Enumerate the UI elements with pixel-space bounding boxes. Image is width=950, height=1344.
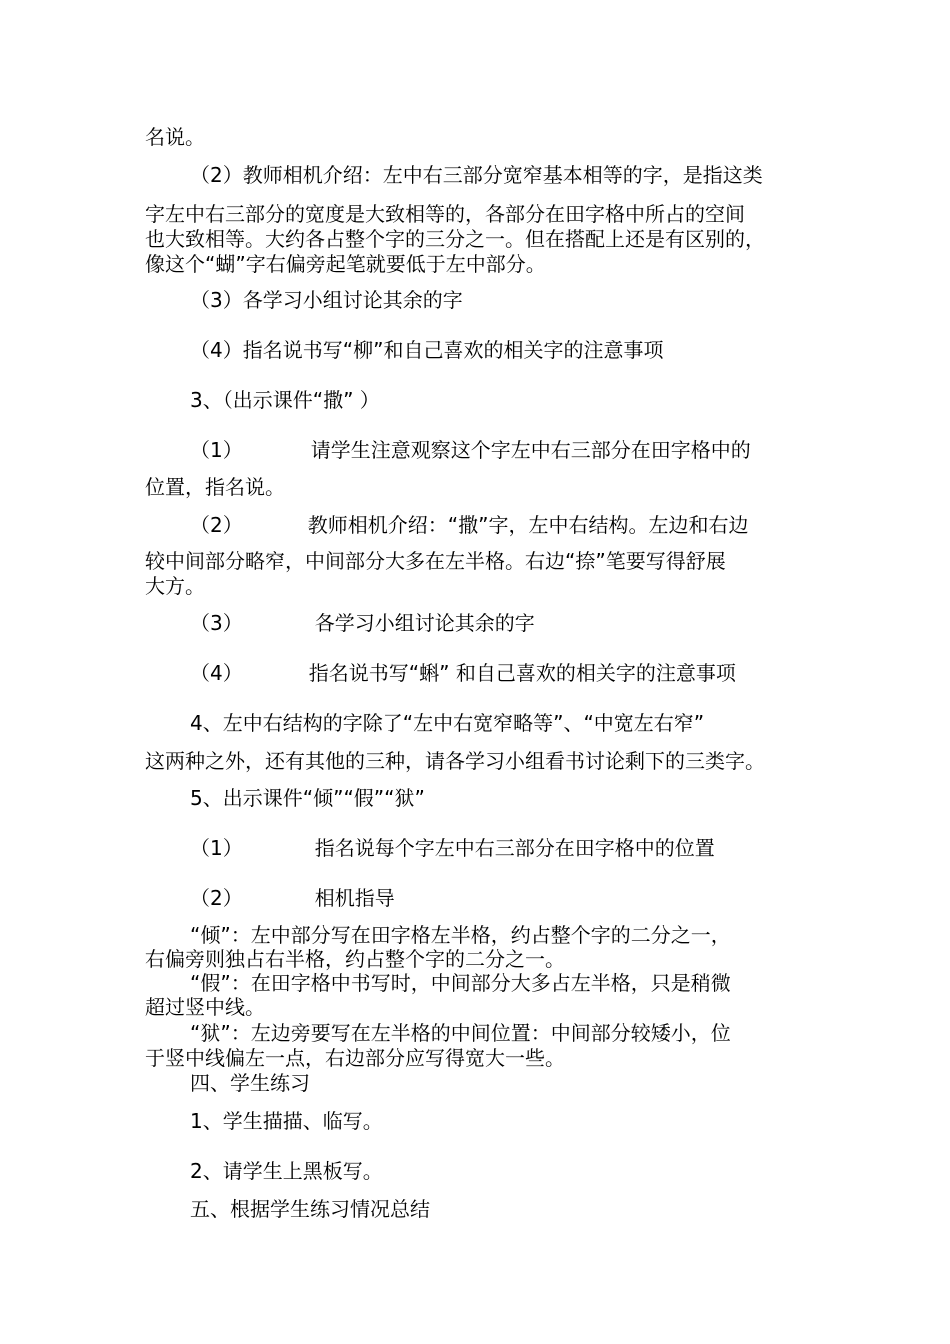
item-number: （1）	[190, 836, 243, 860]
text-line: 3、（出示课件“撒” ）	[190, 388, 380, 412]
text-line: 右偏旁则独占右半格，约占整个字的二分之一。	[145, 947, 565, 971]
text-line	[190, 610, 535, 636]
text-line: 4、左中右结构的字除了“左中右宽窄略等”、“中宽左右窄”	[190, 711, 705, 735]
text-line	[190, 437, 751, 463]
text-line	[190, 660, 736, 686]
text-line: 名说。	[145, 125, 205, 149]
item-text: 各学习小组讨论其余的字	[314, 611, 535, 635]
item-number: （2）	[190, 886, 243, 910]
text-line	[190, 885, 395, 911]
item-number: （3）	[190, 611, 243, 635]
text-line: （4）指名说书写“柳”和自己喜欢的相关字的注意事项	[190, 338, 664, 362]
text-line: 较中间部分略窄，中间部分大多在左半格。右边“捺”笔要写得舒展	[145, 549, 726, 573]
item-text: 指名说每个字左中右三部分在田字格中的位置	[314, 836, 715, 860]
text-line: 于竖中线偏左一点，右边部分应写得宽大一些。	[145, 1046, 565, 1070]
text-line: 超过竖中线。	[145, 995, 265, 1019]
item-number: （4）	[190, 661, 243, 685]
section-heading: 五、根据学生练习情况总结	[190, 1197, 430, 1221]
text-line: 2、请学生上黑板写。	[190, 1159, 383, 1183]
item-text: 请学生注意观察这个字左中右三部分在田字格中的	[310, 438, 751, 462]
text-line: 1、学生描描、临写。	[190, 1109, 383, 1133]
text-line: （2）教师相机介绍：左中右三部分宽窄基本相等的字，是指这类	[190, 163, 763, 187]
text-line: 这两种之外，还有其他的三种，请各学习小组看书讨论剩下的三类字。	[145, 749, 765, 773]
item-number: （2）	[190, 513, 243, 537]
text-line: “倾”：左中部分写在田字格左半格，约占整个字的二分之一，	[190, 923, 731, 947]
text-line: 5、出示课件“倾”“假”“狱”	[190, 786, 425, 810]
item-text: 指名说书写“蝌” 和自己喜欢的相关字的注意事项	[308, 661, 736, 685]
text-line: “狱”：左边旁要写在左半格的中间位置：中间部分较矮小，位	[190, 1021, 731, 1045]
section-heading: 四、学生练习	[190, 1071, 310, 1095]
item-text: 相机指导	[314, 886, 395, 910]
text-line: 也大致相等。大约各占整个字的三分之一。但在搭配上还是有区别的，	[145, 227, 765, 251]
text-line: （3）各学习小组讨论其余的字	[190, 288, 463, 312]
text-line: 位置，指名说。	[145, 475, 285, 499]
item-text: 教师相机介绍：“撒”字，左中右结构。左边和右边	[307, 513, 749, 537]
text-line: 字左中右三部分的宽度是大致相等的，各部分在田字格中所占的空间	[145, 202, 745, 226]
text-line: “假”：在田字格中书写时，中间部分大多占左半格，只是稍微	[190, 971, 731, 995]
text-line	[190, 835, 715, 861]
text-line	[190, 512, 748, 538]
text-line: 大方。	[145, 574, 205, 598]
item-number: （1）	[190, 438, 243, 462]
text-line: 像这个“蝴”字右偏旁起笔就要低于左中部分。	[145, 252, 546, 276]
